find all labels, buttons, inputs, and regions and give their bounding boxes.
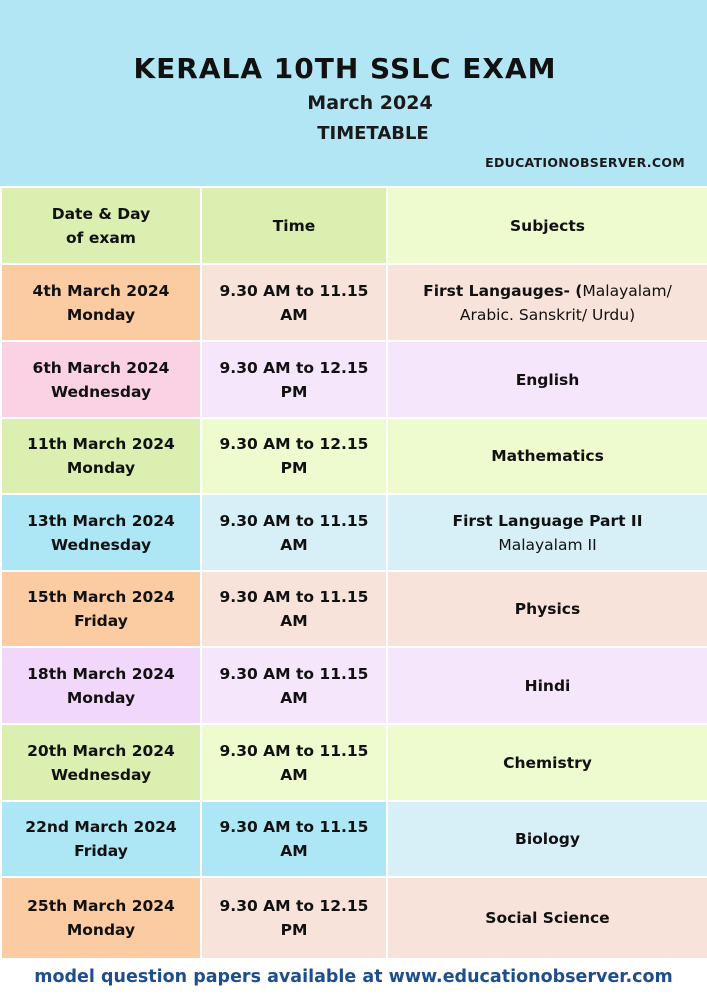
subject-cell	[387, 341, 707, 418]
exam-day: Wednesday	[50, 765, 152, 784]
time-cell: 9.30 AM to 11.15 AM	[201, 571, 387, 647]
subject-cell	[387, 571, 707, 647]
table-row	[1, 647, 707, 724]
subject-cell	[387, 647, 707, 724]
site-name: EDUCATIONOBSERVER.COM	[485, 155, 685, 170]
exam-month: March 2024	[307, 92, 433, 114]
time-cell: 9.30 AM to 12.15 PM	[201, 341, 387, 418]
subject-detail: Malayalam II	[498, 535, 597, 554]
table-header-row	[1, 187, 707, 264]
exam-date: 18th March 2024	[27, 664, 175, 683]
subject-cell	[387, 877, 707, 959]
header-time: Time	[201, 187, 387, 264]
subject-cell	[387, 418, 707, 494]
exam-date: 15th March 2024	[27, 588, 175, 606]
exam-day: Monday	[66, 459, 136, 477]
date-cell	[1, 724, 201, 801]
subject-cell	[387, 724, 707, 801]
exam-date: 4th March 2024	[32, 281, 170, 300]
exam-day: Monday	[66, 688, 136, 707]
time-cell: 9.30 AM to 11.15 AM	[201, 724, 387, 801]
subject-name: First Language Part II	[452, 511, 643, 530]
footer-note: model question papers available at www.educationobserver.com	[34, 967, 673, 987]
subject-cell	[387, 801, 707, 877]
time-cell: 9.30 AM to 11.15 AM	[201, 647, 387, 724]
exam-date: 25th March 2024	[27, 897, 175, 915]
table-row	[1, 341, 707, 418]
time-cell: 9.30 AM to 12.15 PM	[201, 418, 387, 494]
page-title: KERALA 10TH SSLC EXAM	[133, 52, 557, 85]
table-row	[1, 724, 707, 801]
subject-cell	[387, 494, 707, 571]
header-date-line1: Date & Day	[51, 204, 151, 223]
exam-day: Friday	[74, 612, 128, 630]
date-cell	[1, 647, 201, 724]
exam-date: 20th March 2024	[27, 741, 175, 760]
subject-name: English	[515, 370, 580, 389]
exam-day: Monday	[66, 921, 136, 939]
subject-name: First Langauges- (	[423, 281, 583, 300]
date-cell	[1, 877, 201, 959]
table-row	[1, 801, 707, 877]
exam-day: Wednesday	[50, 382, 152, 401]
date-cell	[1, 801, 201, 877]
table-row	[1, 264, 707, 341]
timetable-heading: TIMETABLE	[317, 123, 429, 144]
subject-name: Biology	[515, 830, 580, 848]
timetable	[0, 186, 707, 960]
date-cell	[1, 418, 201, 494]
subject-name: Chemistry	[503, 753, 592, 772]
exam-day: Friday	[74, 842, 128, 860]
subject-name: Social Science	[485, 909, 610, 927]
date-cell	[1, 264, 201, 341]
header-date-line2: of exam	[66, 228, 136, 247]
exam-day: Monday	[66, 305, 136, 324]
exam-date: 22nd March 2024	[25, 818, 177, 836]
time-cell: 9.30 AM to 11.15 AM	[201, 264, 387, 341]
exam-date: 6th March 2024	[32, 358, 170, 377]
exam-day: Wednesday	[50, 535, 152, 554]
date-cell	[1, 494, 201, 571]
time-cell: 9.30 AM to 11.15 AM	[201, 801, 387, 877]
subject-name: Hindi	[524, 676, 571, 695]
table-row	[1, 877, 707, 959]
subject-name: Mathematics	[491, 447, 604, 465]
header-date	[1, 187, 201, 264]
header-subjects: Subjects	[387, 187, 707, 264]
table-row	[1, 418, 707, 494]
time-cell: 9.30 AM to 12.15 PM	[201, 877, 387, 959]
header-banner	[0, 0, 707, 186]
subject-detail: Malayalam/ Arabic. Sanskrit/ Urdu)	[459, 281, 672, 324]
subject-cell	[387, 264, 707, 341]
exam-date: 11th March 2024	[27, 435, 175, 453]
subject-name: Physics	[514, 600, 581, 618]
date-cell	[1, 341, 201, 418]
table-row	[1, 571, 707, 647]
time-cell: 9.30 AM to 11.15 AM	[201, 494, 387, 571]
date-cell	[1, 571, 201, 647]
exam-date: 13th March 2024	[27, 511, 175, 530]
table-row	[1, 494, 707, 571]
